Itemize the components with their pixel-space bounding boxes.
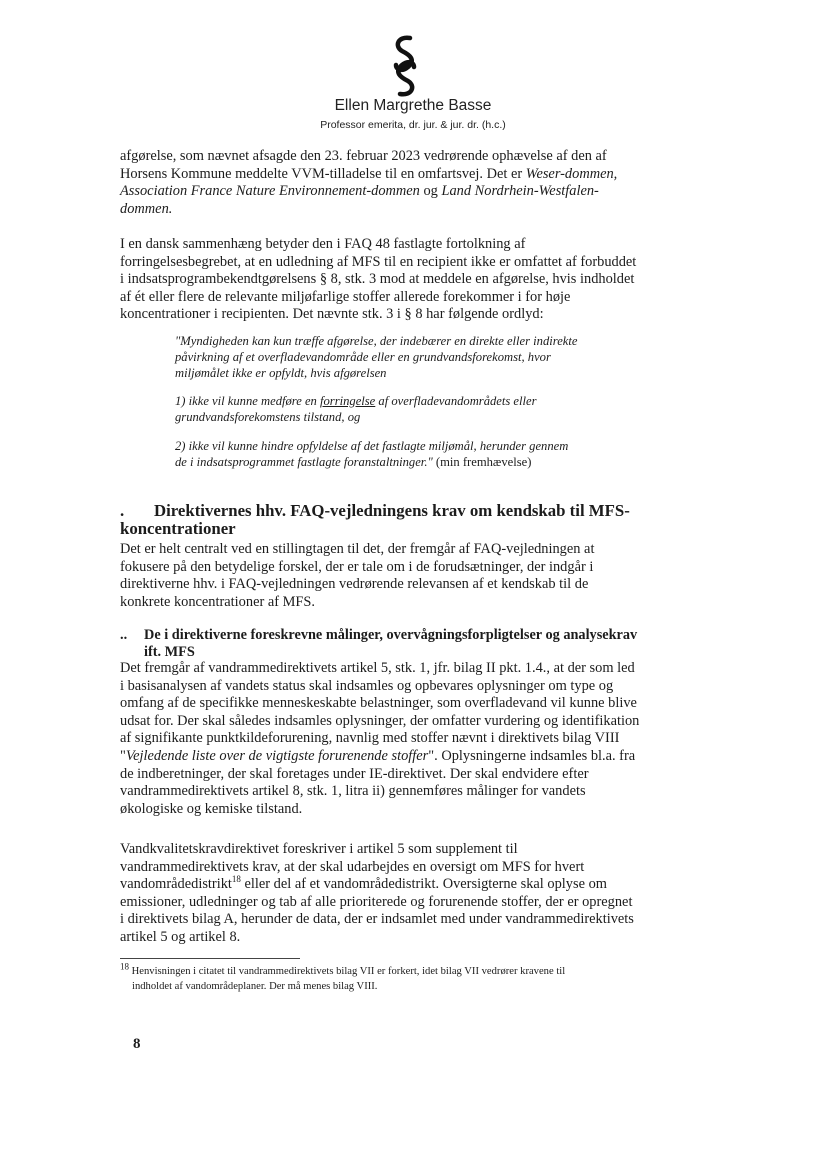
author-name: Ellen Margrethe Basse — [334, 97, 492, 114]
section-title: Direktivernes hhv. FAQ-vejledningens krav om kendskab til MFS- — [154, 501, 630, 520]
subsection-body-1 — [120, 660, 700, 818]
subsection-heading-line — [120, 627, 700, 644]
subsection-body-line: økologiske og kemiske tilstand. — [120, 800, 303, 817]
quote-line — [175, 454, 645, 470]
subsection-heading — [120, 627, 700, 661]
subsection-body-line: udsat for. Der skal således indsamles oplysninger, der omfatter vurdering og identifikation — [120, 712, 640, 729]
footnote-marker: 18 — [120, 961, 129, 972]
case-name: Land Nordrhein-Westfalen- — [441, 183, 599, 200]
subsection-heading-line: ift. MFS — [144, 644, 195, 660]
subsection-body-line — [120, 876, 700, 894]
paragraph-2 — [120, 236, 700, 324]
text-run: ". Oplysningerne indsamles bl.a. fra — [428, 747, 636, 764]
subsection-body-line: omfang af de specifikke menneskeskabte belastninger, som overfladevand vil kunne blive — [120, 695, 637, 712]
subsection-body-line: Det fremgår af vandrammedirektivets artikel 5, stk. 1, jfr. bilag II pkt. 1.4., at der som led — [120, 660, 635, 676]
case-name: dommen. — [120, 200, 173, 217]
paragraph-2-line: I en dansk sammenhæng betyder den i FAQ 48 fastlagte fortolkning af — [120, 236, 526, 252]
subsection-body-line: artikel 5 og artikel 8. — [120, 928, 241, 945]
author-title: Professor emerita, dr. jur. & jur. dr. (h.c.) — [320, 119, 506, 131]
paragraph-2-line: af ét eller flere de relevante miljøfarlige stoffer allerede forekommer i for høje — [120, 288, 571, 305]
text-run: og — [419, 183, 442, 200]
quote-line: grundvandsforekomstens tilstand, og — [175, 410, 361, 424]
section-body-line: fokusere på den betydelige forskel, der er tale om i de forudsætninger, der indgår i — [120, 558, 594, 575]
subsection-body-2 — [120, 841, 700, 947]
subsection-body-line: de indberetninger, der skal foretages under IE-direktivet. Der skal endvidere efter — [120, 765, 589, 782]
block-quote-item-1 — [175, 393, 645, 425]
subsection-number: .. — [120, 627, 128, 643]
paragraph-1 — [120, 148, 700, 218]
subsection-body-line: vandrammedirektivets krav, at der skal udarbejdes en oversigt om MFS for hvert — [120, 858, 585, 875]
paragraph-2-line: i indsatsprogrambekendtgørelsens § 8, stk. 3 mod at meddele en afgørelse, hvis indholdet — [120, 271, 635, 288]
page-number: 8 — [133, 1036, 141, 1052]
quote-line: 2) ikke vil kunne hindre opfyldelse af det fastlagte miljømål, herunder gennem — [175, 439, 569, 453]
subsection-body-line: af signifikante punktkildeforurening, navnlig med stoffer nævnt i direktivets bilag VIII — [120, 730, 620, 747]
paragraph-1-line — [120, 183, 700, 201]
footnote-line — [120, 961, 700, 979]
text-run: (min fremhævelse) — [432, 455, 532, 469]
quote-line — [175, 393, 645, 409]
subsection-body-line: Vandkvalitetskravdirektivet foreskriver i artikel 5 som supplement til — [120, 841, 518, 857]
block-quote — [175, 333, 645, 381]
footnote-reference[interactable]: 18 — [231, 874, 241, 885]
case-name: Weser-dommen, — [525, 165, 618, 182]
footnote — [120, 961, 700, 994]
text-run: Henvisningen i citatet til vandrammedirektivets bilag VII er forkert, idet bilag VII vedrører kravene til — [129, 966, 566, 977]
footnote-divider — [120, 958, 300, 959]
section-heading-line — [120, 502, 700, 520]
section-heading-line: koncentrationer — [120, 519, 236, 538]
case-name: Association France Nature Environnement-dommen — [120, 183, 420, 200]
emphasis-underline: forringelse — [320, 394, 376, 408]
subsection-body-line: emissioner, udledninger og tab af alle prioriterede og forurenende stoffer, der er opregnet — [120, 893, 633, 910]
section-body-line: direktiverne hhv. i FAQ-vejledningen vedrørende relevansen af et kendskab til de — [120, 576, 589, 593]
section-body-line: konkrete koncentrationer af MFS. — [120, 593, 316, 610]
block-quote-item-2 — [175, 438, 645, 470]
paragraph-1-line: afgørelse, som nævnet afsagde den 23. februar 2023 vedrørende ophævelse af den af — [120, 148, 607, 164]
subsection-body-line: i direktivets bilag A, herunder de data, der er indsamlet med under vandrammedirektivets — [120, 911, 634, 928]
footnote-line: indholdet af vandområdeplaner. Der må menes bilag VIII. — [132, 981, 378, 992]
paragraph-2-line: koncentrationer i recipienten. Det nævnte stk. 3 i § 8 har følgende ordlyd: — [120, 306, 544, 323]
subsection-body-line: i basisanalysen af vandets status skal indsamles og opbevares oplysninger om type og — [120, 677, 614, 694]
paragraph-2-line: forringelsesbegrebet, at en udledning af MFS til en recipient ikke er omfattet af forbuddet — [120, 253, 637, 270]
text-run: 1) ikke vil kunne medføre en — [175, 394, 320, 408]
section-body — [120, 541, 700, 611]
text-run: vandområdedistrikt — [120, 876, 232, 893]
subsection-body-line — [120, 748, 700, 766]
subsection-title: De i direktiverne foreskrevne målinger, overvågningsforpligtelser og analysekrav — [144, 627, 638, 643]
text-run: de i indsatsprogrammet fastlagte foranstaltninger." — [175, 455, 433, 469]
section-heading — [120, 502, 700, 538]
annex-title: Vejledende liste over de vigtigste forurenende stoffer — [125, 747, 429, 764]
section-body-line: Det er helt centralt ved en stillingtagen til det, der fremgår af FAQ-vejledningen at — [120, 541, 595, 557]
text-run: af overfladevandområdets eller — [375, 394, 537, 408]
paragraph-1-line — [120, 201, 700, 219]
text-run: eller del af et vandområdedistrikt. Oversigterne skal oplyse om — [240, 876, 607, 893]
paragraph-logo-icon — [384, 34, 426, 98]
paragraph-1-line — [120, 166, 700, 184]
quote-line: miljømålet ikke er opfyldt, hvis afgørelsen — [175, 366, 387, 380]
text-run: " — [120, 747, 126, 764]
quote-line: påvirkning af et overfladevandområde eller en grundvandsforekomst, hvor — [175, 350, 551, 364]
subsection-body-line: vandrammedirektivets artikel 8, stk. 1, litra ii) gennemføres målinger for vandets — [120, 783, 586, 800]
text-run: Horsens Kommune meddelte VVM-tilladelse til en omfartsvej. Det er — [120, 165, 526, 182]
quote-line: "Myndigheden kan kun træffe afgørelse, der indebærer en direkte eller indirekte — [175, 334, 578, 348]
section-number: . — [120, 501, 125, 520]
